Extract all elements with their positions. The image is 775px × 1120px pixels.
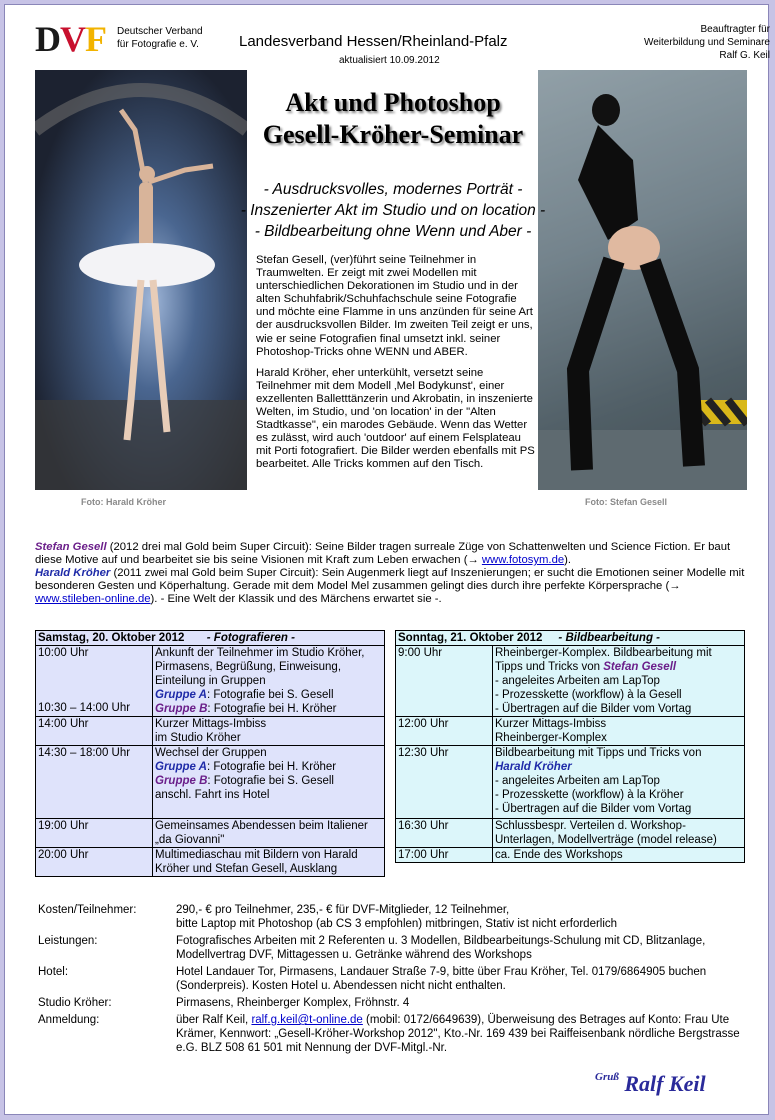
saturday-schedule bbox=[35, 630, 385, 877]
table-row: 17:00 Uhr ca. Ende des Workshops bbox=[396, 848, 745, 863]
table-row: 19:00 Uhr Gemeinsames Abendessen beim Italiener „da Giovanni" bbox=[36, 819, 385, 848]
seminar-subtitles: - Ausdrucksvolles, modernes Porträt - - Inszenierter Akt im Studio und on location - - Bildbearbeitung ohne Wenn und Aber - bbox=[240, 181, 546, 240]
referents-bio: Stefan Gesell (2012 drei mal Gold beim Super Circuit): Seine Bilder tragen surreale Züge von Schattenwelten und Science Fiction. Er baut diese Motive auf und bearbeitet sie bis seine Visionen mit Kraft zum Leben erwachen (→ www.fotosym.de). Harald Kröher (2011 zwei mal Gold beim Super Circuit): Sein Augenmerk liegt auf Inszenierungen; er sucht die Emotionen seiner Modelle mit besonderen Gesten und Köperhaltung. Gerade mit dem Model Mel zusammen gelingt dies durch ihre perfekte Körpersprache (→ www.stileben-online.de). - Eine Welt der Klassik und des Märchens erwartet sie -. bbox=[35, 541, 745, 606]
sunday-header: Sonntag, 21. Oktober 2012 - Bildbearbeitung - bbox=[396, 631, 745, 646]
updated-date: aktualisiert 10.09.2012 bbox=[339, 55, 440, 66]
info-row-registration: Anmeldung: über Ralf Keil, ralf.g.keil@t-online.de (mobil: 0172/6649639), Überweisung des Betrages auf Konto: Frau Ute Krämer, Kennwort: „Gesell-Kröher-Workshop 2012", Kto.-Nr. 169 439 bei Raiffeisenbank nördliche Bergstrasse e.G. BLZ 508 61 501 mit Nennung der DVF-Mitgl.-Nr. bbox=[38, 1014, 740, 1054]
association-name: Deutscher Verband für Fotografie e. V. bbox=[117, 26, 203, 50]
latex-model-photo bbox=[538, 70, 747, 490]
saturday-header: Samstag, 20. Oktober 2012 - Fotografieren - bbox=[36, 631, 385, 646]
bio-name-gesell: Stefan Gesell bbox=[35, 541, 107, 553]
info-section bbox=[38, 903, 748, 1058]
table-row: 12:00 Uhr Kurzer Mittags-Imbiss Rheinberger-Komplex bbox=[396, 717, 745, 746]
intro-paragraph-gesell: Stefan Gesell, (ver)führt seine Teilnehmer in Traumwelten. Er zeigt mit zwei Modellen mit unterschiedlichen Dekorationen im Studio und in der alten Schuhfabrik/Schuhfachschule seine Fotografie und möchte eine Flamme in uns anzünden für seine Art der ausdrucksvollen Bilder. Im zweiten Teil zeigt er uns, wie er seine Fotografien final umsetzt inkl. seiner Photoshop-Tricks ohne WENN und ABER. bbox=[256, 254, 533, 358]
table-row: 10:00 Uhr 10:30 – 14:00 Uhr Ankunft der Teilnehmer im Studio Kröher, Pirmasens, Begrüßung, Einweisung, Einteilung in Gruppen Gruppe A: Fotografie bei S. Gesell Gruppe B: Fotografie bei H. Kröher bbox=[36, 646, 385, 717]
fotosym-link[interactable]: www.fotosym.de bbox=[481, 554, 565, 567]
region-title: Landesverband Hessen/Rheinland-Pfalz bbox=[239, 33, 508, 50]
intro-text bbox=[256, 254, 536, 480]
right-photo-caption: Foto: Stefan Gesell bbox=[585, 497, 668, 507]
seminar-title: Akt und Photoshop Gesell-Kröher-Seminar bbox=[262, 88, 524, 149]
stileben-link[interactable]: www.stileben-online.de bbox=[35, 593, 151, 606]
signature: $^{Gruß}$ Ralf Keil bbox=[595, 1071, 706, 1096]
info-row-hotel: Hotel: Hotel Landauer Tor, Pirmasens, Landauer Straße 7-9, bitte über Frau Kröher, Tel. 0179/6864905 buchen (Sonderpreis). Kosten Hotel u. Abendessen nicht nicht enthalten. bbox=[38, 966, 707, 992]
table-row: 14:30 – 18:00 Uhr Wechsel der Gruppen Gruppe A: Fotografie bei H. Kröher Gruppe B: Fotografie bei S. Gesell anschl. Fahrt ins Hotel bbox=[36, 746, 385, 819]
flyer-page bbox=[4, 4, 769, 1115]
table-row: 12:30 Uhr Bildbearbeitung mit Tipps und Tricks von Harald Kröher - angeleites Arbeiten am LapTop - Prozesskette (workflow) à la Kröher - Übertragen auf die Bilder vom Vortag bbox=[396, 746, 745, 819]
table-row: 14:00 Uhr Kurzer Mittags-Imbiss im Studio Kröher bbox=[36, 717, 385, 746]
table-row: 16:30 Uhr Schlussbespr. Verteilen d. Workshop-Unterlagen, Modellverträge (model release) bbox=[396, 819, 745, 848]
ballerina-photo bbox=[35, 70, 247, 490]
intro-paragraph-kroeher: Harald Kröher, eher unterkühlt, versetzt seine Teilnehmer mit dem Modell ‚Mel Bodykunst', einer exzellenten Balletttänzerin und Akrobatin, in inszenierte Welten, im Studio, und 'on location' in der "Alten Stadtkasse", ein marodes Gebäude. Wenn das Wetter es zulässt, wird auch 'outdoor' auf einem Felsplateau mit Porti fotografiert. Die Bilder werden ebenfalls mit PS bearbeitet. Alle Tricks kommen auf den Tisch. bbox=[256, 366, 535, 471]
table-row: 20:00 Uhr Multimediaschau mit Bildern von Harald Kröher und Stefan Gesell, Ausklang bbox=[36, 848, 385, 877]
info-row-services: Leistungen: Fotografisches Arbeiten mit 2 Referenten u. 3 Modellen, Bildbearbeitungs-Schulung mit CD, Blitzanlage, Modellvertrag DVF, Mittagessen u. Getränke während des Workshops bbox=[38, 935, 706, 961]
sunday-schedule bbox=[395, 630, 745, 863]
email-link[interactable]: ralf.g.keil@t-online.de bbox=[251, 1014, 363, 1026]
officer-block: Beauftragter für Weiterbildung und Seminare Ralf G. Keil bbox=[643, 24, 770, 61]
left-photo-caption: Foto: Harald Kröher bbox=[81, 497, 167, 507]
table-row: 9:00 Uhr Rheinberger-Komplex. Bildbearbeitung mit Tipps und Tricks von Stefan Gesell - angeleites Arbeiten am LapTop - Prozesskette (workflow) à la Gesell - Übertragen auf die Bilder vom Vortag bbox=[396, 646, 745, 717]
bio-name-kroeher: Harald Kröher bbox=[35, 567, 111, 580]
info-row-studio: Studio Kröher: Pirmasens, Rheinberger Komplex, Fröhnstr. 4 bbox=[38, 997, 410, 1009]
info-row-costs: Kosten/Teilnehmer: 290,- € pro Teilnehmer, 235,- € für DVF-Mitglieder, 12 Teilnehmer, bitte Laptop mit Photoshop (ab CS 3 empfohlen) mitbringen, Stativ ist nicht erforderlich bbox=[38, 904, 618, 930]
dvf-logo: DVF bbox=[35, 19, 106, 59]
